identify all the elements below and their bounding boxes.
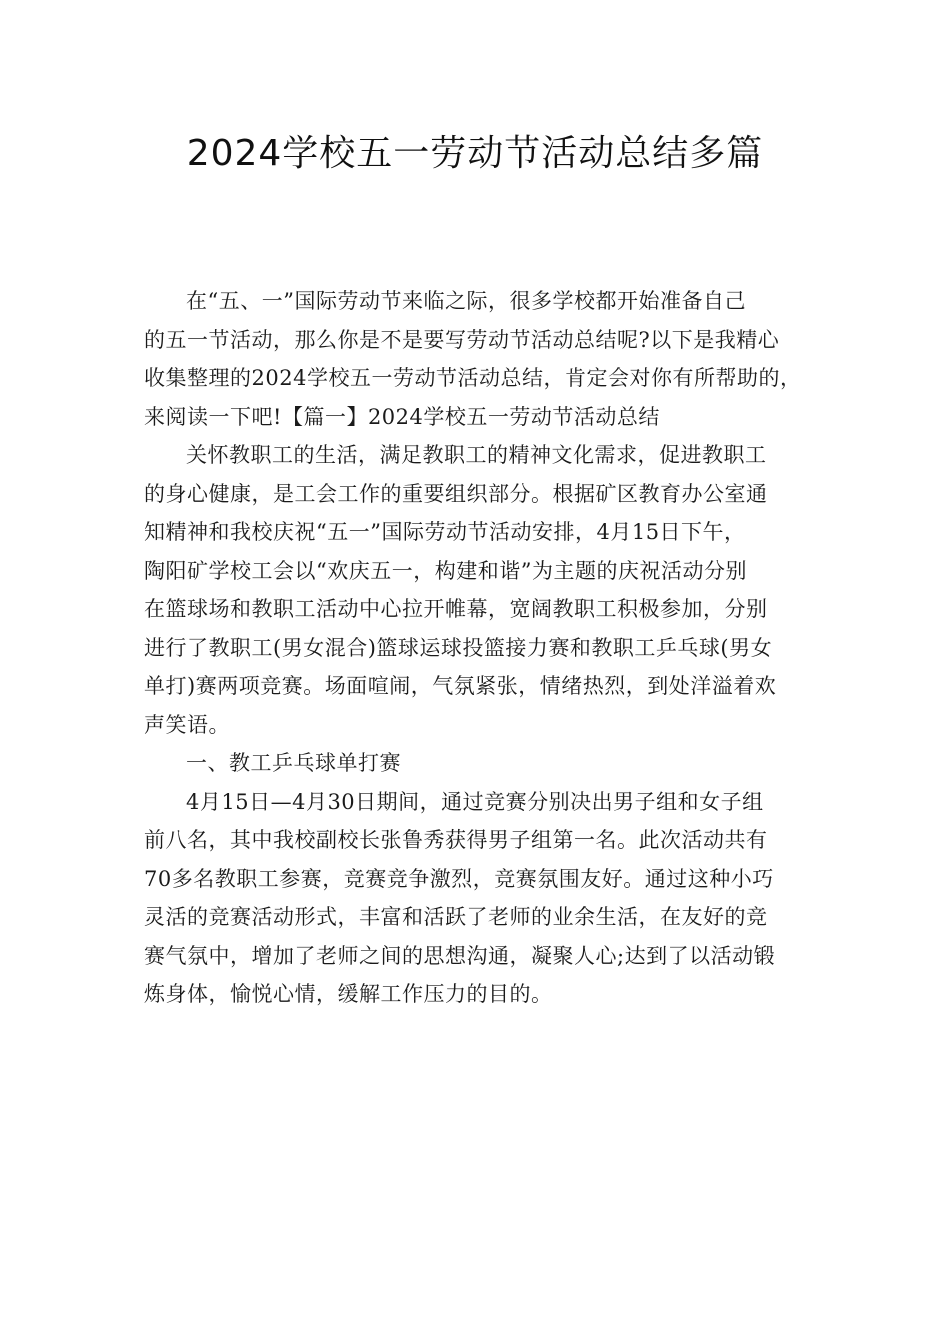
document-title: 2024学校五一劳动节活动总结多篇	[186, 133, 764, 174]
text-line: 炼身体，愉悦心情，缓解工作压力的目的。	[144, 982, 553, 1006]
text-line: 单打)赛两项竞赛。场面喧闹，气氛紧张，情绪热烈，到处洋溢着欢	[144, 674, 777, 698]
text-line: 收集整理的2024学校五一劳动节活动总结，肯定会对你有所帮助的，	[144, 366, 802, 390]
text-line: 在“五、一”国际劳动节来临之际，很多学校都开始准备自己	[186, 289, 746, 313]
text-line: 一、教工乒乓球单打赛	[186, 751, 401, 775]
document-body	[144, 282, 820, 1014]
paragraph-pingpong	[144, 783, 820, 1014]
paragraph-activity	[144, 436, 820, 744]
text-line: 的五一节活动，那么你是不是要写劳动节活动总结呢?以下是我精心	[144, 327, 780, 352]
text-line: 进行了教职工(男女混合)篮球运球投篮接力赛和教职工乒乓球(男女	[144, 635, 773, 660]
text-line: 关怀教职工的生活，满足教职工的精神文化需求，促进教职工	[186, 443, 767, 467]
section-heading	[144, 744, 820, 783]
text-line: 在篮球场和教职工活动中心拉开帷幕，宽阔教职工积极参加，分别	[144, 597, 768, 621]
text-line: 知精神和我校庆祝“五一”国际劳动节活动安排，4月15日下午，	[144, 520, 746, 544]
text-line: 灵活的竞赛活动形式，丰富和活跃了老师的业余生活，在友好的竞	[144, 905, 768, 929]
paragraph-intro	[144, 282, 820, 436]
text-line: 70多名教职工参赛，竞赛竞争激烈，竞赛氛围友好。通过这种小巧	[144, 866, 774, 891]
text-line: 声笑语。	[144, 712, 230, 737]
text-line: 陶阳矿学校工会以“欢庆五一，构建和谐”为主题的庆祝活动分别	[144, 558, 747, 583]
text-line: 的身心健康，是工会工作的重要组织部分。根据矿区教育办公室通	[144, 481, 768, 506]
text-line: 赛气氛中，增加了老师之间的思想沟通，凝聚人心;达到了以活动锻	[144, 943, 776, 968]
text-line: 4月15日—4月30日期间，通过竞赛分别决出男子组和女子组	[186, 789, 764, 814]
text-line: 前八名，其中我校副校长张鲁秀获得男子组第一名。此次活动共有	[144, 828, 768, 852]
text-line: 来阅读一下吧!【篇一】2024学校五一劳动节活动总结	[144, 404, 660, 429]
